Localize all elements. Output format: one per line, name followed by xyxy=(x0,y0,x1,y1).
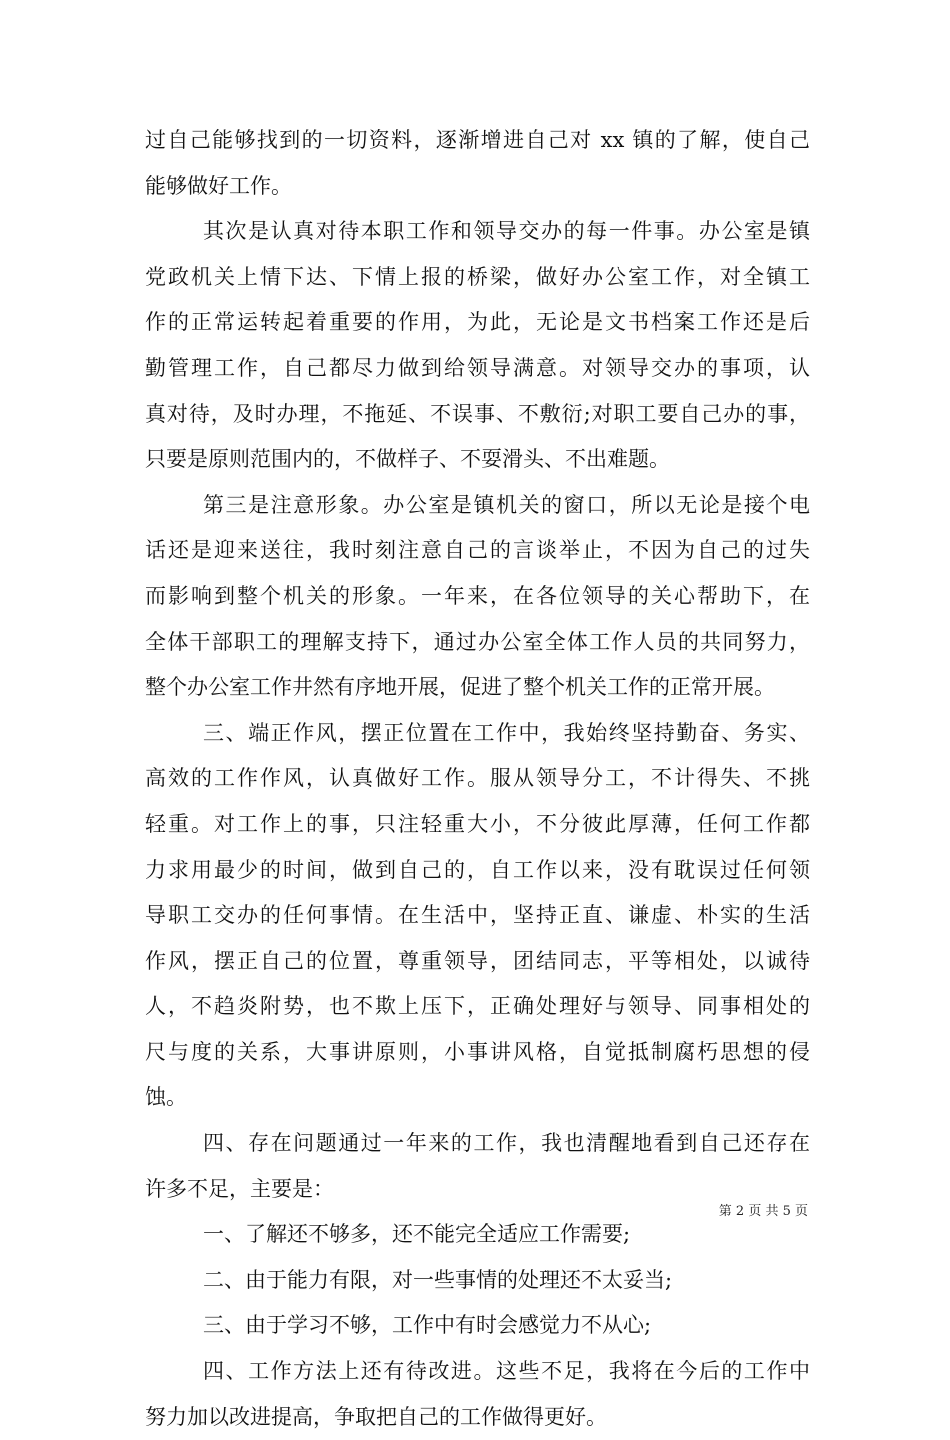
text-line: 其次是认真对待本职工作和领导交办的每一件事。办公室是镇 xyxy=(203,219,810,244)
text-line: 过自己能够找到的一切资料，逐渐增进自己对 xx 镇的了解，使自己 xyxy=(145,128,810,152)
text-line: 第三是注意形象。办公室是镇机关的窗口，所以无论是接个电 xyxy=(203,492,810,517)
text-line: 整个办公室工作井然有序地开展，促进了整个机关工作的正常开展。 xyxy=(145,675,775,700)
text-line: 党政机关上情下达、下情上报的桥梁，做好办公室工作，对全镇工 xyxy=(145,264,810,289)
text-line: 蚀。 xyxy=(145,1085,187,1110)
text-line: 而影响到整个机关的形象。一年来，在各位领导的关心帮助下，在 xyxy=(145,583,810,608)
text-line: 高效的工作作风，认真做好工作。服从领导分工，不计得失、不挑 xyxy=(145,766,810,791)
text-line: 话还是迎来送往，我时刻注意自己的言谈举止，不因为自己的过失 xyxy=(145,538,810,563)
text-line: 尺与度的关系，大事讲原则，小事讲风格，自觉抵制腐朽思想的侵 xyxy=(145,1039,810,1064)
text-line: 力求用最少的时间，做到自己的，自工作以来，没有耽误过任何领 xyxy=(145,857,810,882)
text-line: 二、由于能力有限，对一些事情的处理还不太妥当; xyxy=(203,1267,673,1292)
text-line: 四、存在问题通过一年来的工作，我也清醒地看到自己还存在 xyxy=(203,1131,810,1156)
text-line: 勤管理工作，自己都尽力做到给领导满意。对领导交办的事项，认 xyxy=(145,355,810,380)
text-line: 作风，摆正自己的位置，尊重领导，团结同志，平等相处，以诚待 xyxy=(145,948,810,973)
text-line: 只要是原则范围内的，不做样子、不耍滑头、不出难题。 xyxy=(145,447,670,472)
text-line: 人，不趋炎附势，也不欺上压下，正确处理好与领导、同事相处的 xyxy=(145,994,810,1019)
document-body xyxy=(145,118,810,1440)
text-line: 全体干部职工的理解支持下，通过办公室全体工作人员的共同努力， xyxy=(145,629,810,654)
text-line: 许多不足，主要是： xyxy=(145,1176,334,1201)
text-line: 轻重。对工作上的事，只注轻重大小，不分彼此厚薄，任何工作都 xyxy=(145,811,810,836)
text-line: 三、由于学习不够，工作中有时会感觉力不从心; xyxy=(203,1313,652,1338)
text-line: 真对待，及时办理，不拖延、不误事、不敷衍;对职工要自己办的事， xyxy=(145,401,810,426)
text-line: 一、了解还不够多，还不能完全适应工作需要; xyxy=(203,1222,631,1247)
text-line: 四、工作方法上还有待改进。这些不足，我将在今后的工作中 xyxy=(203,1359,810,1384)
text-line: 能够做好工作。 xyxy=(145,173,292,198)
text-line: 导职工交办的任何事情。在生活中，坚持正直、谦虚、朴实的生活 xyxy=(145,903,810,928)
text-line: 努力加以改进提高，争取把自己的工作做得更好。 xyxy=(145,1404,607,1429)
text-line: 三、端正作风，摆正位置在工作中，我始终坚持勤奋、务实、 xyxy=(203,720,810,745)
page-number-footer: 第 2 页 共 5 页 xyxy=(718,1204,808,1219)
text-line: 作的正常运转起着重要的作用，为此，无论是文书档案工作还是后 xyxy=(145,310,810,335)
